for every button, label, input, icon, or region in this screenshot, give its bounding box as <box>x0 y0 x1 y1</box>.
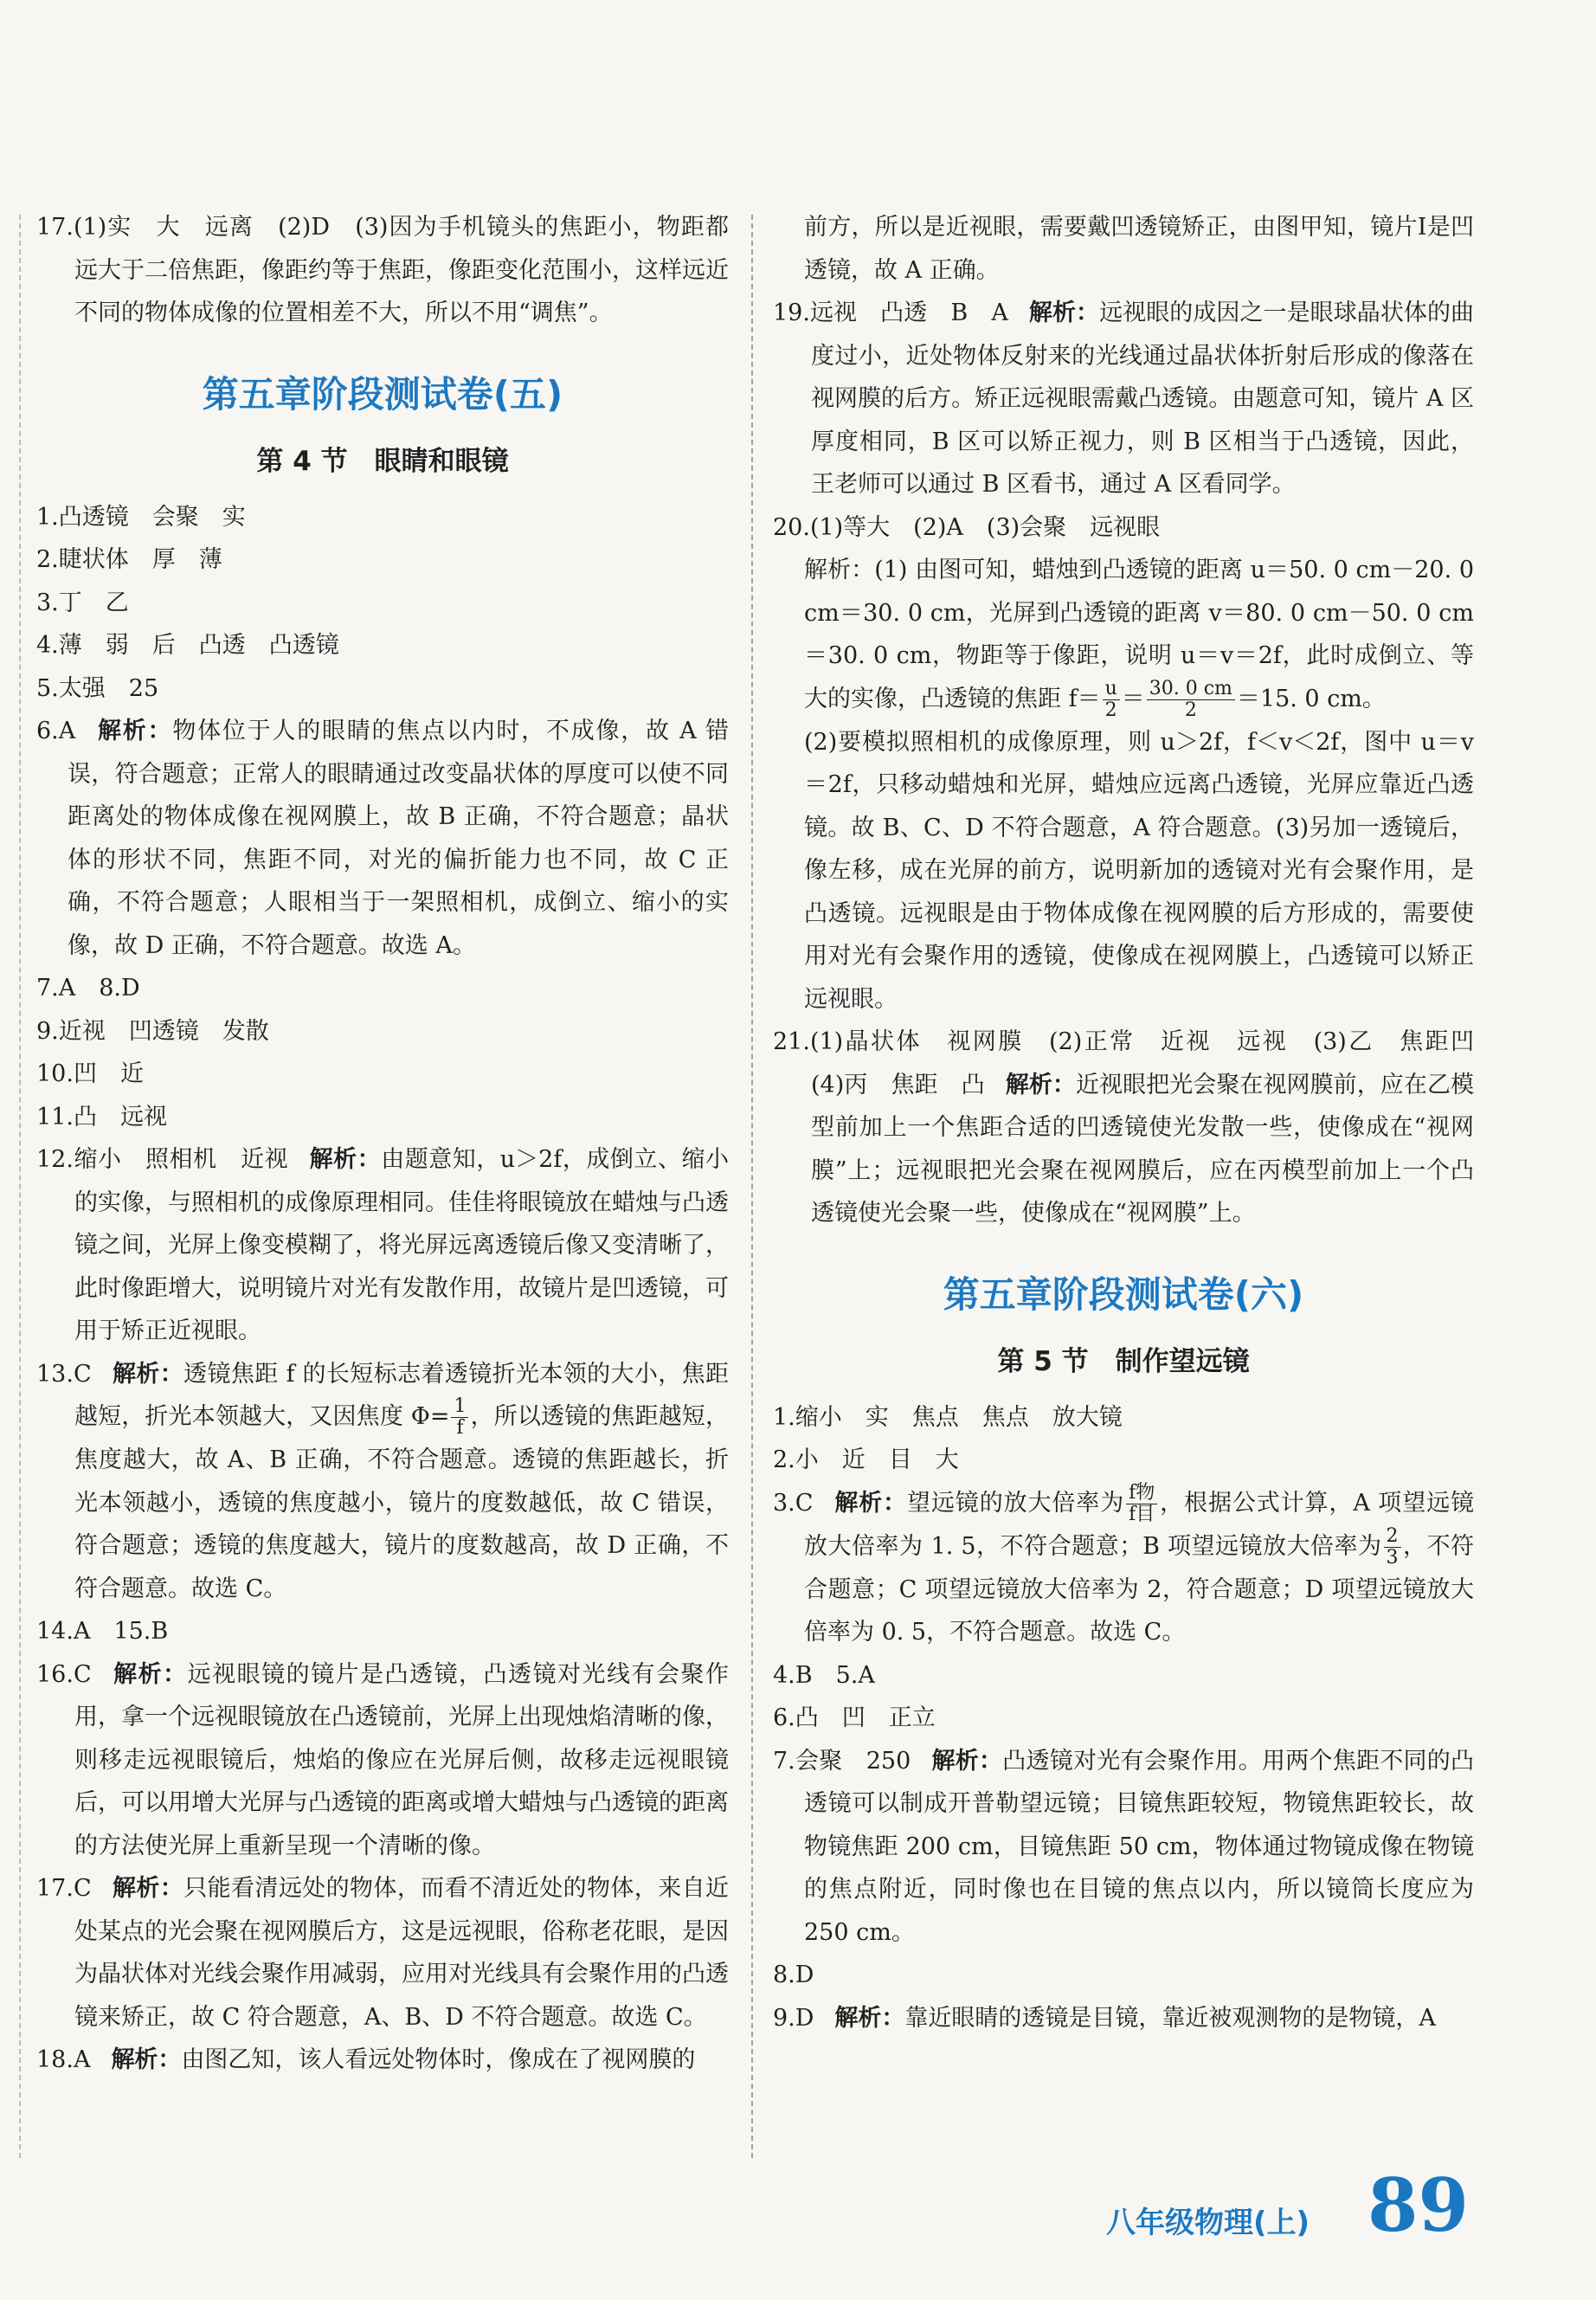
fraction-denominator: f目 <box>1129 1503 1155 1525</box>
fraction-numerator: f物 <box>1126 1483 1157 1504</box>
answer-13 <box>36 1353 729 1611</box>
subsection-title-5: 第 5 节 制作望远镜 <box>997 1345 1250 1377</box>
analysis-tag: 解析： <box>1028 300 1100 326</box>
fraction-1-over-f <box>451 1396 468 1439</box>
answer-6-label: 6.A <box>36 718 76 744</box>
fraction-numerator: u <box>1103 679 1120 700</box>
fraction-magnification <box>1126 1483 1157 1525</box>
analysis-tag: 解析： <box>112 1875 184 1902</box>
answer-6 <box>36 710 729 967</box>
fraction-u-over-2 <box>1103 679 1120 721</box>
left-margin-rule <box>19 215 21 2158</box>
answer-19-text: 远视眼的成因之一是眼球晶状体的曲度过小，近处物体反射来的光线通过晶状体折射后形成的像落在视网膜的后方。矫正远视眼需戴凸透镜。由题意可知，镜片 A 区厚度相同，B 区可以矫正视力，则 B 区相当于凸透镜，因此，王老师可以通过 B 区看书，通过 A 区看同学。 <box>811 300 1475 498</box>
answer-6-b: 6.凸 凹 正立 <box>773 1704 936 1731</box>
answer-2-b: 2.小 近 目 大 <box>773 1446 959 1473</box>
answer-3: 3.丁 乙 <box>36 589 129 616</box>
fraction-30cm-over-2 <box>1147 679 1235 721</box>
answer-17-continued: 17.(1)实 大 远离 (2)D (3)因为手机镜头的焦距小，物距都远大于二倍焦距，像距约等于焦距，像距变化范围小，这样远近不同的物体成像的位置相差不大，所以不用“调焦”。 <box>36 214 729 326</box>
footer-grade-subject: 八年级物理(上) <box>1106 2206 1310 2240</box>
answer-13-text-a: 透镜焦距 f 的长短标志着透镜折光本领的大小，焦距越短，折光本领越大，又因焦度 Φ= <box>74 1360 729 1430</box>
fraction-numerator: 1 <box>451 1396 468 1418</box>
answer-6-text: 物体位于人的眼睛的焦点以内时，不成像，故 A 错误，符合题意；正常人的眼睛通过改变晶状体的厚度可以使不同距离处的物体成像在视网膜上，故 B 正确，不符合题意；晶状体的形状不同，焦距不同，对光的偏折能力也不同，故 C 正确，不符合题意；人眼相当于一架照相机，成倒立、缩小的实像，故 D 正确，不符合题意。故选 A。 <box>68 718 729 959</box>
answer-9-text: 靠近眼睛的透镜是目镜，靠近被观测物的是物镜，A <box>904 2004 1436 2032</box>
analysis-tag: 解析： <box>309 1146 382 1173</box>
fraction-numerator: 2 <box>1384 1526 1401 1548</box>
answer-20-head: 20.(1)等大 (2)A (3)会聚 远视眼 <box>773 513 1161 541</box>
fraction-denominator: 3 <box>1386 1546 1399 1569</box>
answer-3-text-c: ，不符合题意；C 项望远镜放大倍率为 2，符合题意；D 项望远镜放大倍率为 0. 5，不符合题意。故选 C。 <box>804 1532 1474 1646</box>
answer-3-text-b: ，根据公式计算，A 项望远镜放大倍率为 1. 5，不符合题意；B 项望远镜放大倍率为 <box>804 1489 1474 1560</box>
answer-17-text: 只能看清远处的物体，而看不清近处的物体，来自近处某点的光会聚在视网膜后方，这是远视眼，俗称老花眼，是因为晶状体对光线会聚作用减弱，应用对光线具有会聚作用的凸透镜来矫正，故 C 符合题意，A、B、D 不符合题意。故选 C。 <box>74 1875 730 2031</box>
column-divider <box>751 215 753 2158</box>
equals-sign: ＝ <box>1121 685 1145 712</box>
analysis-tag: 解析： <box>112 1360 184 1388</box>
answer-18-label: 18.A <box>36 2046 91 2073</box>
answer-19 <box>773 292 1474 506</box>
answer-20-text-a: (1) 由图可知，蜡烛到凸透镜的距离 u＝50. 0 cm－20. 0 cm＝30. 0 cm，光屏到凸透镜的距离 v＝80. 0 cm－50. 0 cm＝30. 0 cm，物距等于像距，说明 u＝v＝2f，此时成倒立、等大的实像，凸透镜的焦距 f＝ <box>804 557 1474 712</box>
section-title-6: 第五章阶段测试卷(六) <box>943 1272 1304 1316</box>
answer-12-text: 由题意知，u＞2f，成倒立、缩小的实像，与照相机的成像原理相同。佳佳将眼镜放在蜡烛与凸透镜之间，光屏上像变模糊了，将光屏远离透镜后像又变清晰了，此时像距增大，说明镜片对光有发散作用，故镜片是凹透镜，可用于矫正近视眼。 <box>74 1146 729 1344</box>
answer-13-text-b: ，所以透镜的焦距越短，焦度越大，故 A、B 正确，不符合题意。透镜的焦距越长，折光本领越小，透镜的焦度越小，镜片的度数越低，故 C 错误，符合题意；透镜的焦度越大，镜片的度数越高，故 D 正确，不符合题意。故选 C。 <box>74 1403 729 1602</box>
answer-4: 4.薄 弱 后 凸透 凸透镜 <box>36 632 339 659</box>
answer-7-label: 7.会聚 250 <box>773 1747 911 1775</box>
subsection-title-4: 第 4 节 眼睛和眼镜 <box>256 445 509 477</box>
answer-21 <box>773 1021 1497 1235</box>
answer-12-label: 12.缩小 照相机 近视 <box>36 1146 289 1173</box>
answer-20-analysis-2: (2)要模拟照相机的成像原理，则 u＞2f，f＜v＜2f，图中 u＝v＝2f，只移动蜡烛和光屏，蜡烛应远离凸透镜，光屏应靠近凸透镜。故 B、C、D 不符合题意，A 符合题意。(3)另加一透镜后，像左移，成在光屏的前方，说明新加的透镜对光有会聚作用，是凸透镜。远视眼是由于物体成像在视网膜的后方形成的，需要使用对光有会聚作用的透镜，使像成在视网膜上，凸透镜可以矫正远视眼。 <box>804 728 1474 1013</box>
analysis-tag: 解析： <box>834 2004 905 2032</box>
analysis-tag: 解析： <box>111 2046 182 2073</box>
analysis-tag: 解析： <box>833 1489 908 1517</box>
answer-17 <box>36 1867 729 2039</box>
answer-9-label: 9.D <box>773 2004 814 2032</box>
analysis-tag: 解析： <box>96 718 173 744</box>
analysis-tag: 解析： <box>931 1747 1003 1775</box>
answer-4-5-b: 4.B 5.A <box>773 1661 875 1689</box>
fraction-denominator: 2 <box>1104 699 1117 721</box>
left-column <box>36 206 729 2082</box>
answer-11: 11.凸 远视 <box>36 1103 167 1131</box>
answer-14-15: 14.A 15.B <box>36 1618 169 1645</box>
right-column <box>773 206 1497 2039</box>
fraction-denominator: 2 <box>1184 699 1197 721</box>
answer-8-b: 8.D <box>773 1962 814 1988</box>
answer-9-b <box>773 1997 1474 2040</box>
answer-12 <box>36 1138 729 1353</box>
answer-13-label: 13.C <box>36 1360 92 1388</box>
fraction-denominator: f <box>456 1417 464 1439</box>
answer-7-text: 凸透镜对光有会聚作用。用两个焦距不同的凸透镜可以制成开普勒望远镜；目镜焦距较短，物镜焦距较长，故物镜焦距 200 cm，目镜焦距 50 cm，物体通过物镜成像在物镜的焦点附近，同时像也在目镜的焦点以内，所以镜筒长度应为 250 cm。 <box>804 1747 1475 1946</box>
answer-5: 5.太强 25 <box>36 674 159 702</box>
answer-18-text: 由图乙知，该人看远处物体时，像成在了视网膜的 <box>181 2046 696 2073</box>
section-title-5: 第五章阶段测试卷(五) <box>202 372 563 416</box>
page-number: 89 <box>1368 2162 1469 2248</box>
answer-21-label: 21.(1)晶状体 视网膜 (2)正常 近视 远视 (3)乙 焦距凹 (4)丙 焦距 凸 <box>773 1028 1497 1098</box>
answer-3-b <box>773 1482 1474 1654</box>
answer-18 <box>36 2039 729 2082</box>
answer-7-8: 7.A 8.D <box>36 975 140 1002</box>
answer-1: 1.凸透镜 会聚 实 <box>36 503 246 531</box>
analysis-tag: 解析： <box>1005 1071 1076 1098</box>
answer-3-label: 3.C <box>773 1489 814 1517</box>
answer-20-analysis <box>773 549 1474 721</box>
answer-16 <box>36 1653 729 1868</box>
answer-16-text: 远视眼镜的镜片是凸透镜，凸透镜对光线有会聚作用，拿一个远视眼镜放在凸透镜前，光屏上出现烛焰清晰的像，则移走远视眼镜后，烛焰的像应在光屏后侧，故移走远视眼镜后，可以用增大光屏与凸透镜的距离或增大蜡烛与凸透镜的距离的方法使光屏上重新呈现一个清晰的像。 <box>74 1660 730 1859</box>
answer-18-continued: 前方，所以是近视眼，需要戴凹透镜矫正，由图甲知，镜片Ⅰ是凹透镜，故 A 正确。 <box>804 214 1474 284</box>
answer-7-b <box>773 1740 1474 1955</box>
analysis-tag: 解析： <box>804 557 875 583</box>
answer-2: 2.睫状体 厚 薄 <box>36 546 222 573</box>
answer-1-b: 1.缩小 实 焦点 焦点 放大镜 <box>773 1403 1123 1431</box>
answer-3-text-a: 望远镜的放大倍率为 <box>907 1489 1125 1517</box>
answer-16-label: 16.C <box>36 1660 92 1688</box>
answer-10: 10.凹 近 <box>36 1060 144 1087</box>
analysis-tag: 解析： <box>112 1660 188 1688</box>
fraction-numerator: 30. 0 cm <box>1147 679 1235 700</box>
fraction-2-over-3 <box>1384 1526 1401 1569</box>
answer-17-label: 17.C <box>36 1875 92 1902</box>
answer-20-text-b: ＝15. 0 cm。 <box>1236 685 1386 712</box>
answer-9: 9.近视 凹透镜 发散 <box>36 1017 269 1045</box>
answer-21-text: 近视眼把光会聚在视网膜前，应在乙模型前加上一个焦距合适的凹透镜使光发散一些，使像成在“视网膜”上；远视眼把光会聚在视网膜后，应在丙模型前加上一个凸透镜使光会聚一些，使像成在“视网膜”上。 <box>811 1071 1475 1227</box>
answer-19-label: 19.远视 凸透 B A <box>773 300 1008 326</box>
